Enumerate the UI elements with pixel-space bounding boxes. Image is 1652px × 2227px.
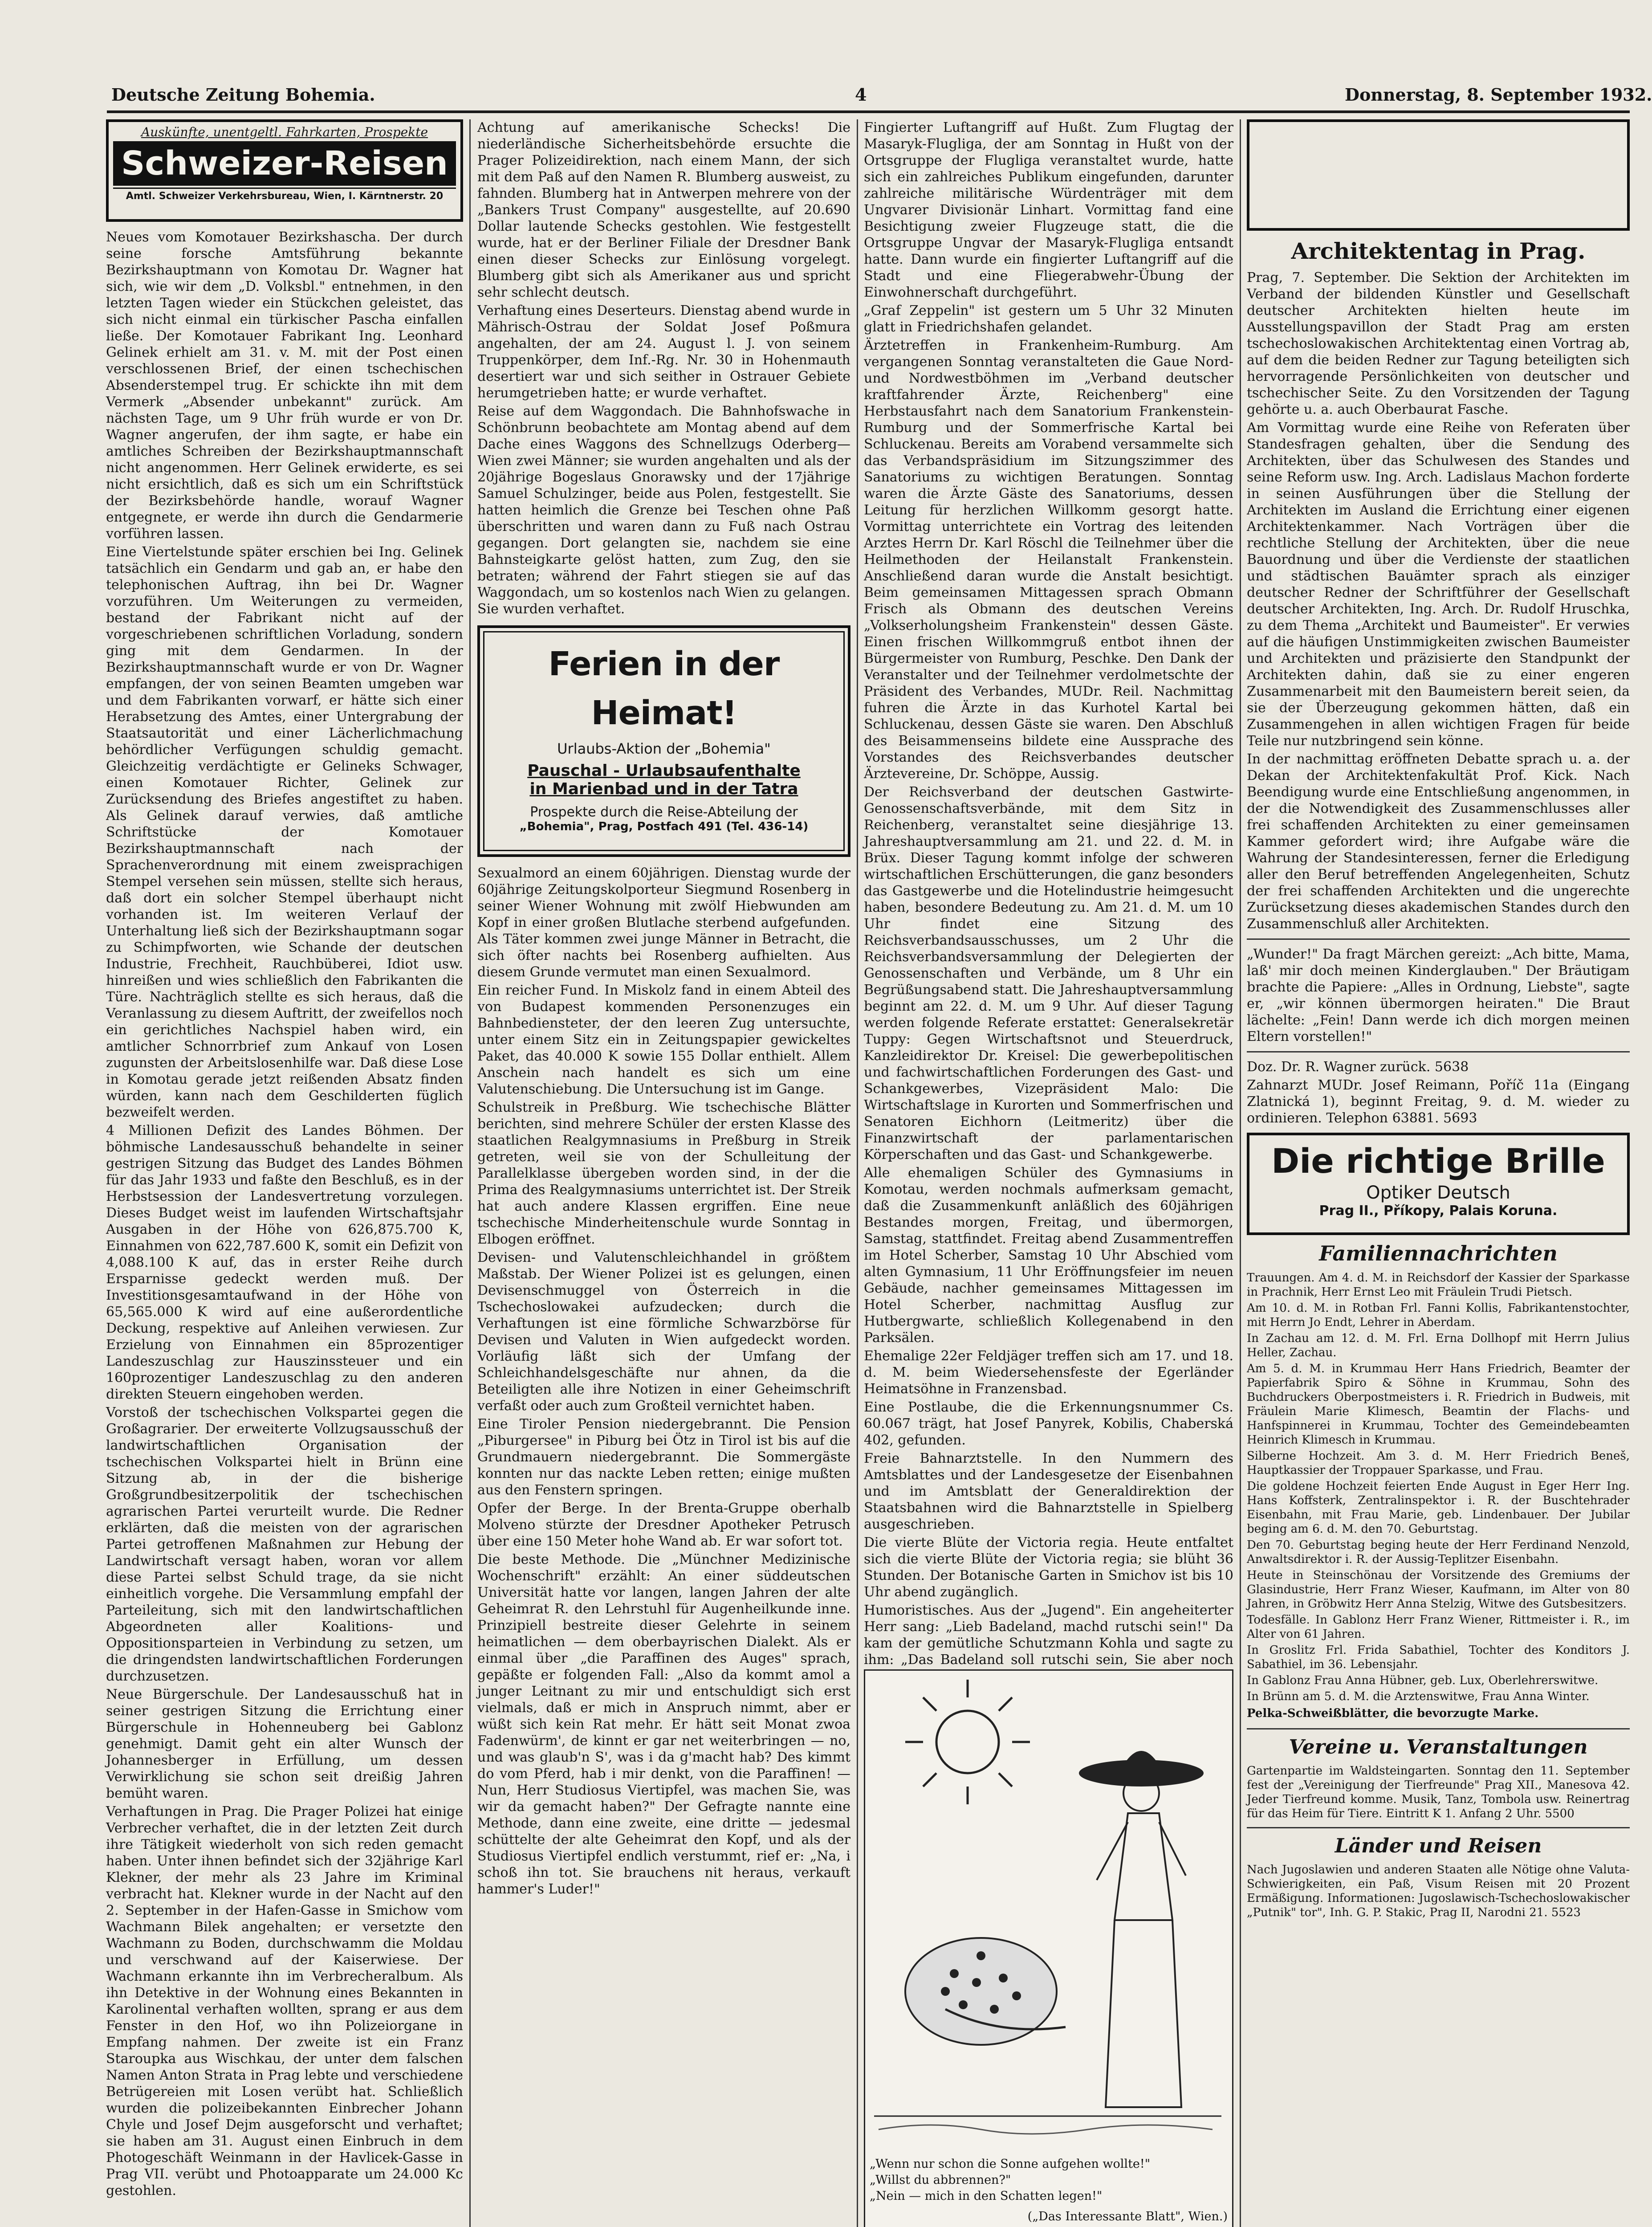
ad-tagline: Auskünfte, unentgeltl. Fahrkarten, Prospekte <box>141 125 428 139</box>
article-architektentag-3: In der nachmittag eröffneten Debatte sprach u. a. der Dekan der Architektenfakultät Prof. Kick. Nach Beendigung wurde eine Entschließung angenommen, in der die Notwendigkeit des Zusammenschlusses aller frei schaffenden Architekten zu einer gemeinsamen Kammer gefordert wird; ihre Aufgabe wäre die Wahrung der Standesinteressen, ferner die Erledigung aller den Beruf betreffenden Angelegenheiten, Schutz der frei schaffenden Architekten und die ungerechte Zurücksetzung dieses akademischen Standes durch den Zusammenschluß aller Architekten. <box>1247 751 1630 932</box>
familie-list <box>1247 1271 1630 1704</box>
ad-ferien-subtitle: Urlaubs-Aktion der „Bohemia" <box>557 740 771 757</box>
article-bahnarztstelle: Freie Bahnarztstelle. In den Nummern des Amtsblattes und der Landesgesetze der Eisenbahnen und im Amtsblatt der Generaldirektion der Staatsbahnen wird die Bahnarztstelle in Spielberg ausgeschrieben. <box>864 1451 1233 1532</box>
column-2 <box>477 119 850 2227</box>
familie-item: Todesfälle. In Gablonz Herr Franz Wiener, Rittmeister i. R., im Alter von 61 Jahren. <box>1247 1613 1630 1641</box>
article-komotau-continued: Eine Viertelstunde später erschien bei Ing. Gelinek tatsächlich ein Gendarm und gab an, er habe den telephonischen Auftrag, ihn bei Dr. Wagner vorzuführen. Um Weiterungen zu vermeiden, bestand der Fabrikant nicht auf der vorgeschriebenen schriftlichen Vorladung, sondern ging mit dem Gendarmen. In der Bezirkshauptmannschaft wurde er von Dr. Wagner empfangen, der von seinen Beamten umgeben war und dem Fabrikanten vorwarf, er hätte sich einer Herabsetzung des Amtes, einer Untergrabung der Staatsautorität und einer Lächerlichmachung behördlicher Verfügungen schuldig gemacht. Gleichzeitig verdächtigte er Gelineks Schwager, einen Komotauer Richter, Gelinek zur Zurücksendung des Briefes angestiftet zu haben. Als Gelinek darauf verwies, daß amtliche Schriftstücke der Komotauer Bezirkshauptmannschaft nach der Sprachenverordnung mit einem zweisprachigen Stempel versehen sein müssen, stellte sich heraus, daß dort ein solcher Stempel überhaupt nicht vorhanden ist. Im weiteren Verlauf der Unterhaltung ließ sich der Bezirkshauptmann sogar zu Schimpfworten, wie Schande der deutschen Industrie, Frechheit, Rauchbüberei, Idiot usw. hinreißen und wies schließlich den Fabrikanten die Türe. Nachträglich stellte es sich heraus, daß die Veranlassung zu diesem Auftritt, der zweifellos noch ein gerichtliches Nachspiel haben wird, ein amtlicher Schnorrbrief zum Ankauf von Losen zugunsten der Arbeitslosenhilfe war. Daß diese Lose in Komotau gerade jetzt reißenden Absatz finden würden, kann nach dem Geschilderten füglich bezweifelt werden. <box>106 544 463 1120</box>
article-defizit-boehmen: 4 Millionen Defizit des Landes Böhmen. Der böhmische Landesausschuß behandelte in seiner gestrigen Sitzung das Budget des Landes Böhmen für das Jahr 1933 und faßte den Beschluß, es in der Herbstsession der Landesvertretung vorzulegen. Dieses Budget weist im laufenden Wirtschaftsjahr Ausgaben in der Höhe von 626,875.700 K, Einnahmen von 622,787.600 K, somit ein Defizit von 4,088.100 K auf, das in erster Reihe durch Ersparnisse gedeckt werden muß. Der Investitionsgesamtaufwand in der Höhe von 65,565.000 K wird auf eine außerordentliche Deckung, respektive auf Anleihen verwiesen. Zur Erzielung von Einnahmen ein 85prozentiger Landeszuschlag zur Hauszinssteuer und ein 160prozentiger Landeszuschlag zu den anderen direkten Steuern eingehoben werden. <box>106 1123 463 1402</box>
familie-item: In Zachau am 12. d. M. Frl. Erna Dollhopf mit Herrn Julius Heller, Zachau. <box>1247 1332 1630 1359</box>
ad-brille-title: Die richtige Brille <box>1271 1141 1605 1181</box>
cartoon-caption-3: „Nein — mich in den Schatten legen!" <box>870 2189 1103 2203</box>
article-gymnasium-komotau: Alle ehemaligen Schüler des Gymnasiums in Komotau, werden nochmals aufmerksam gemacht, daß die Zusammenkunft anläßlich des 60jährigen Bestandes morgen, Freitag, und übermorgen, Samstag, stattfindet. Freitag abend Zusammentreffen im Hotel Scherber, Samstag 10 Uhr Abschied vom alten Gymnasium, 11 Uhr Eröffnungsfeier im neuen Gebäude, nachher gemeinsames Mittagessen im Hotel Scherber, nachmittag Ausflug zur Hutbergwarte, schließlich Kollegenabend in den Parksälen. <box>864 1165 1233 1346</box>
article-victoria-regia: Die vierte Blüte der Victoria regia. Heute entfaltet sich die vierte Blüte der Victoria regia; sie blüht 36 Stunden. Der Botanische Garten in Smichov ist bis 10 Uhr abend zugänglich. <box>864 1535 1233 1600</box>
notice-zahnarzt: Zahnarzt MUDr. Josef Reimann, Poříč 11a (Eingang Zlatnická 1), beginnt Freitag, 9. d. M. wieder zu ordinieren. Telephon 63881. 5693 <box>1247 1077 1630 1126</box>
notice-wagner: Doz. Dr. R. Wagner zurück. 5638 <box>1247 1059 1469 1075</box>
article-amerikanische-schecks: Achtung auf amerikanische Schecks! Die niederländische Sicherheitsbehörde ersuchte die Prager Polizeidirektion, nach einem Mann, der sich mit dem Paß auf den Namen R. Blumberg ausweist, zu fahnden. Blumberg hat in Antwerpen mehrere von der „Bankers Trust Company" ausgestellte, auf 20.690 Dollar lautende Schecks gestohlen. Wie festgestellt wurde, hat er der Berliner Filiale der Dresdner Bank einen dieser Schecks zur Einlösung vorgelegt. Blumberg gibt sich als Amerikaner aus und spricht sehr schlecht deutsch. <box>477 120 850 300</box>
article-humoristisches: Humoristisches. Aus der „Jugend". Ein angeheiterter Herr sang: „Lieb Badeland, machd rutschi sein!" Da kam der gemütliche Schutzmann Kohla und sagte zu ihm: „Das Badeland soll rutschi sein, Sie aber noch <box>864 1603 1233 1668</box>
masthead-date: Donnerstag, 8. September 1932. <box>1345 85 1652 105</box>
article-architektentag-2: Am Vormittag wurde eine Reihe von Referaten über Standesfragen gehalten, über die Sendung des Architekten, über das Schulwesen des Standes und seine Reform usw. Ing. Arch. Ladislaus Machon forderte in seinen Ausführungen über die Stellung der Architekten im Ausland die Errichtung einer eigenen Architektenkammer. Nach Vorträgen über die rechtliche Stellung der Architekten, über die neue Bauordnung und über die Verdienste der staatlichen und städtischen Bauämter sprach als einziger deutscher Redner der Schriftführer der Gesellschaft deutscher Architekten, Ing. Arch. Dr. Rudolf Hruschka, zu dem Thema „Architekt und Baumeister". Er verwies auf die häufigen Unstimmigkeiten zwischen Baumeister und Architekten und präzisierte den Standpunkt der Architekten dahin, daß sie zu einer engeren Zusammenarbeit mit den Baumeistern bereit seien, da sie der Überzeugung gekommen hätten, daß ein Zusammengehen in allen wichtigen Fragen für beide Teile nur nutzbringend sein könne. <box>1247 420 1630 749</box>
article-buergerschule: Neue Bürgerschule. Der Landesausschuß hat in seiner gestrigen Sitzung die Errichtung einer Bürgerschule in Hohenneuberg bei Gablonz genehmigt. Damit geht ein alter Wunsch der Johannesberger in Erfüllung, um dessen Verwirklichung sie schon seit dreißig Jahren bemüht waren. <box>106 1687 463 1801</box>
ad-ferien-line4: „Bohemia", Prag, Postfach 491 (Tel. 436-14) <box>519 820 809 833</box>
cartoon-source: („Das Interessante Blatt", Wien.) <box>1027 2210 1228 2223</box>
divider <box>1247 938 1630 940</box>
article-sexualmord: Sexualmord an einem 60jährigen. Dienstag wurde der 60jährige Zeitungskolporteur Siegmund Rosenberg in seiner Wiener Wohnung mit zwölf Hiebwunden am Kopf in einer großen Blutlache sterbend aufgefunden. Als Täter kommen zwei junge Männer in Betracht, die sich öfter nachts bei Rosenberg aufhielten. Aus diesem Grunde vermutet man einen Sexualmord. <box>477 865 850 980</box>
article-maerchen-story: „Wunder!" Da fragt Märchen gereizt: „Ach bitte, Mama, laß' mir doch meinen Kinderglauben." Der Bräutigam brachte die Papiere: „Alles in Ordnung, Liebste", sagte er, „wir können übermorgen heiraten." Die Braut lächelte: „Fein! Dann werde ich dich morgen meinen Eltern vorstellen!" <box>1247 946 1630 1044</box>
ad-ferien-line1: Pauschal - Urlaubsaufenthalte <box>527 762 801 780</box>
cartoon-caption <box>870 2156 1228 2225</box>
ad-title: Schweizer-Reisen <box>113 141 456 186</box>
vereine-item: Gartenpartie im Waldsteingarten. Sonntag den 11. September fest der „Vereinigung der Tierfreunde" Prag XII., Manesova 42. Jeder Tierfreund komme. Musik, Tanz, Tombola usw. Reinertrag für das Heim für Tiere. Eintritt K 1. Anfang 2 Uhr. 5500 <box>1247 1764 1630 1820</box>
familie-item: Silberne Hochzeit. Am 3. d. M. Herr Friedrich Beneš, Hauptkassier der Troppauer Sparkasse, und Frau. <box>1247 1449 1630 1477</box>
article-volkspartei: Vorstoß der tschechischen Volkspartei gegen die Großagrarier. Der erweiterte Vollzugsausschuß der landwirtschaftlichen Organisation der tschechischen Volkspartei hielt in Brünn eine Sitzung ab, in der die bisherige Großgrundbesitzerpolitik der tschechischen agrarischen Partei verurteilt wurde. Die Redner erklärten, daß die meisten von der agrarischen Partei getroffenen Maßnahmen zur Hebung der Landwirtschaft versagt haben, woran vor allem diese Partei selbst Schuld trage, da sie nicht einheitlich vorgehe. Die Versammlung empfahl der Parteileitung, sich mit den landwirtschaftlichen Abgeordneten aller Koalitions- und Oppositionsparteien in Verbindung zu setzen, um die dringendsten landwirtschaftlichen Forderungen durchzusetzen. <box>106 1405 463 1684</box>
ad-brille-line1: Optiker Deutsch <box>1366 1183 1510 1203</box>
cartoon-caption-2: „Willst du abbrennen?" <box>870 2173 1011 2187</box>
article-devisen: Devisen- und Valutenschleichhandel in größtem Maßstab. Der Wiener Polizei ist es gelungen, einen Devisenschmuggel von Österreich in die Tschechoslowakei aufzudecken; durch die Verhaftungen ist eine förmliche Schwarzbörse für Devisen und Valuten in Wien aufgedeckt worden. Vorläufig läßt sich der Umfang der Schleichhandelsgeschäfte nur ahnen, da die Beteiligten alle ihre Notizen in einer Geheimschrift verfaßt oder auch zum Großteil vernichtet haben. <box>477 1250 850 1414</box>
ad-ferien-in-der-heimat <box>477 625 850 857</box>
ad-address: Amtl. Schweizer Verkehrsbureau, Wien, I. Kärntnerstr. 20 <box>113 188 456 202</box>
article-deserteur: Verhaftung eines Deserteurs. Dienstag abend wurde in Mährisch-Ostrau der Soldat Josef Poßmura angehalten, der am 24. August l. J. von seinem Truppenkörper, dem Inf.-Rg. Nr. 30 in Hohenmauth desertiert war und sich seither in Ostrauer Gebiete herumgetrieben hatte; er wurde verhaftet. <box>477 303 850 401</box>
divider <box>1247 1051 1630 1052</box>
header-rule <box>107 110 1630 113</box>
article-feldjaeger: Ehemalige 22er Feldjäger treffen sich am 17. und 18. d. M. beim Wiedersehensfeste der Egerländer Heimatsöhne in Franzensbad. <box>864 1348 1233 1397</box>
ad-ferien-line3: Prospekte durch die Reise-Abteilung der <box>530 804 798 820</box>
ad-ferien-title: Ferien in der Heimat! <box>548 645 780 732</box>
article-komotau-bezirkspascha: Neues vom Komotauer Bezirkshascha. Der durch seine forsche Amtsführung bekannte Bezirkshauptmann von Komotau Dr. Wagner hat sich, wie wir dem „D. Volksbl." entnehmen, in den letzten Tagen wieder ein Stückchen geleistet, das sich nicht einmal ein türkischer Pascha einfallen ließe. Der Komotauer Fabrikant Ing. Leonhard Gelinek erhielt am 31. v. M. mit der Post einen verschlossenen Brief, der einen tschechischen Absenderstempel trug. Er schickte ihn mit dem Vermerk „Absender unbekannt" zurück. Am nächsten Tage, um 9 Uhr früh wurde er von Dr. Wagner angerufen, der ihm sagte, er habe ein amtliches Schreiben der Bezirkshauptmannschaft nicht angenommen. Herr Gelinek erwiderte, es sei nicht ersichtlich, daß es sich um ein Schriftstück der Bezirksbehörde handle, worauf Wagner entgegnete, er werde ihn durch die Gendarmerie vorführen lassen. <box>106 229 463 542</box>
article-reicher-fund: Ein reicher Fund. In Miskolz fand in einem Abteil des von Budapest kommenden Personenzuges ein Bahnbediensteter, der den leeren Zug untersuchte, unter einem Sitz ein in Zeitungspapier gewickeltes Paket, das 40.000 K sowie 155 Dollar enthielt. Allem Anschein nach handelt es sich um eine Valutenschiebung. Die Untersuchung ist im Gange. <box>477 983 850 1097</box>
divider <box>1247 1827 1630 1828</box>
ad-ueberragend <box>1247 119 1630 231</box>
article-postlaube: Eine Postlaube, die die Erkennungsnummer Cs. 60.067 trägt, hat Josef Panyrek, Kobilis, Chaberská 402, gefunden. <box>864 1399 1233 1448</box>
familie-item: Trauungen. Am 4. d. M. in Reichsdorf der Kassier der Sparkasse in Prachnik, Herr Ernst Leo mit Fräulein Trudi Pietsch. <box>1247 1271 1630 1299</box>
column-divider <box>1240 119 1241 2227</box>
familie-item: Die goldene Hochzeit feierten Ende August in Eger Herr Ing. Hans Koffsterk, Zentralinspektor i. R. der Buschtehrader Eisenbahn, mit Frau Marie, geb. Lindenbauer. Der Jubilar beging am 6. d. M. den 70. Geburtstag. <box>1247 1480 1630 1536</box>
article-zeppelin: „Graf Zeppelin" ist gestern um 5 Uhr 32 Minuten glatt in Friedrichshafen gelandet. <box>864 303 1233 335</box>
familie-item: In Groslitz Frl. Frida Sabathiel, Tochter des Konditors J. Sabathiel, im 36. Lebensjahr. <box>1247 1644 1630 1671</box>
article-verhaftungen-prag: Verhaftungen in Prag. Die Prager Polizei hat einige Verbrecher verhaftet, die in der letzten Zeit durch ihre Tätigkeit wiederholt von sich reden gemacht haben. Unter ihnen befindet sich der 32jährige Karl Klekner, der mehr als 23 Jahre im Kriminal verbracht hat. Klekner wurde in der Nacht auf den 2. September in der Hafen-Gasse in Smichow vom Wachmann Bilek angehalten; er versetzte den Wachmann zu Boden, durchschwamm die Moldau und verschwand auf der Kaiserwiese. Der Wachmann erkannte ihn im Verbrecheralbum. Als ihn Detektive in der Wohnung eines Bekannten in Karolinental verhaften wollten, sprang er aus dem Fenster in den Hof, wo ihn Polizeiorgane in Empfang nahmen. Der zweite ist ein Franz Staroupka aus Wischkau, der unter dem falschen Namen Anton Strata in Prag lebte und verschiedene Betrügereien mit Losen verübt hat. Schließlich wurden die polizeibekannten Einbrecher Johann Chyle und Josef Dejm ausgeforscht und verhaftet; sie haben am 31. August einen Einbruch in dem Photogeschäft Weinmann in der Havlicek-Gasse in Prag VII. verübt und Photoapparate um 24.000 Kc gestohlen. <box>106 1804 463 2198</box>
article-architektentag-1: Prag, 7. September. Die Sektion der Architekten im Verband der bildenden Künstler und Gesellschaft deutscher Architekten hielten heute im Ausstellungspavillon der Stadt Prag am ersten tschechoslowakischen Architektentag einen Vortrag ab, auf dem die beiden Redner zur Tagung beteiligten sich hervorragende Persönlichkeiten von deutscher und tschechischer Seite. Zu den Vorsitzenden der Tagung gehörte u. a. auch Oberbaurat Fasche. <box>1247 270 1630 417</box>
column-3 <box>864 119 1233 2227</box>
article-opfer-berge: Opfer der Berge. In der Brenta-Gruppe oberhalb Molveno stürzte der Dresdner Apotheker Petrusch über eine 150 Meter hohe Wand ab. Er war sofort tot. <box>477 1501 850 1549</box>
section-heading-familie: Familiennachrichten <box>1319 1241 1558 1265</box>
familie-item: Am 10. d. M. in Rotban Frl. Fanni Kollis, Fabrikantenstochter, mit Herrn Jo Endt, Lehrer in Aberdam. <box>1247 1301 1630 1329</box>
column-4 <box>1247 119 1630 2227</box>
article-waggondach: Reise auf dem Waggondach. Die Bahnhofswache in Schönbrunn beobachtete am Montag abend auf dem Dache eines Waggons des Schnellzugs Oderberg—Wien zwei Männer; sie wurden angehalten und als der 20jährige Bogeslaus Gnorawsky und der 17jährige Samuel Schulzinger, beide aus Polen, festgestellt. Sie hatten heimlich die Grenze bei Teschen ohne Paß überschritten und waren dann zu Fuß nach Ostrau gegangen. Dort gelangten sie, nachdem sie eine Bahnsteigkarte gelöst hatten, zum Zug, den sie betraten; während der Fahrt stiegen sie auf das Waggondach, um so kostenlos nach Wien zu gelangen. Sie wurden verhaftet. <box>477 404 850 617</box>
ad-ferien-line2: in Marienbad und in der Tatra <box>529 780 798 798</box>
divider <box>1247 1728 1630 1729</box>
sun-rays <box>905 1680 1030 1804</box>
column-1 <box>106 119 463 2227</box>
ad-richtige-brille <box>1247 1133 1630 1235</box>
cartoon-illustration <box>865 1671 1232 2227</box>
familie-item: Heute in Steinschönau der Vorsitzende des Gremiums der Glasindustrie, Herr Franz Wieser, Kaufmann, im Alter von 80 Jahren, in Gröbwitz Herr Anna Stelzig, Witwe des Gutsbesitzers. <box>1247 1569 1630 1611</box>
article-tiroler-pension: Eine Tiroler Pension niedergebrannt. Die Pension „Piburgersee" in Piburg bei Ötz in Tirol ist bis auf die Grundmauern niedergebrannt. Die Sommergäste konnten nur das nackte Leben retten; einige mußten aus den Fenstern springen. <box>477 1416 850 1498</box>
section-heading-vereine: Vereine u. Veranstaltungen <box>1289 1736 1588 1758</box>
familie-item: In Gablonz Frau Anna Hübner, geb. Lux, Oberlehrerswitwe. <box>1247 1674 1599 1687</box>
ad-schweizer-reisen <box>106 119 463 222</box>
familie-item: In Brünn am 5. d. M. die Arztenswitwe, Frau Anna Winter. <box>1247 1690 1590 1703</box>
section-heading-laender: Länder und Reisen <box>1335 1835 1542 1857</box>
ad-brille-line2: Prag II., Příkopy, Palais Koruna. <box>1319 1203 1558 1219</box>
sun-shape <box>936 1711 999 1773</box>
page-number: 4 <box>855 85 867 105</box>
article-gastwirte: Der Reichsverband der deutschen Gastwirte-Genossenschaftsverbände, mit dem Sitz in Reichenberg, veranstaltet seine diesjährige 13. Jahreshauptversammlung am 21. und 22. d. M. in Brüx. Dieser Tagung kommt infolge der schweren wirtschaftlichen Erschütterungen, die ganz besonders das Gastgewerbe und die Hotelindustrie heimgesucht haben, besondere Bedeutung zu. Am 21. d. M. um 10 Uhr findet eine Sitzung des Reichsverbandsausschusses, um 2 Uhr die Reichsverbandsversammlung der Delegierten der Genossenschaften und Verbände, um 8 Uhr ein Begrüßungsabend statt. Die Jahreshauptversammlung beginnt am 22. d. M. um 9 Uhr. Auf dieser Tagung werden folgende Referate erstattet: Generalsekretär Tuppy: Gegen Wirtschaftsnot und Steuerdruck, Kanzleidirektor Dr. Kreisel: Die gewerbepolitischen und fachwirtschaftlichen Forderungen des Gast- und Schankgewerbes, Vizepräsident Malo: Die Wirtschaftslage in Kurorten und Sommerfrischen und Senatoren Eichhorn (Leitmeritz) über die Finanzwirtschaft der parlamentarischen Körperschaften und das Gast- und Schankgewerbe. <box>864 784 1233 1162</box>
column-divider <box>469 119 471 2227</box>
cartoon <box>864 1669 1233 2227</box>
section-heading-architektentag: Architektentag in Prag. <box>1291 238 1586 264</box>
article-luftangriff: Fingierter Luftangriff auf Hußt. Zum Flugtag der Masaryk-Flugliga, der am Sonntag in Hußt von der Ortsgruppe der Flugliga veranstaltet wurde, hatte sich ein zahlreiches Publikum eingefunden, darunter zahlreiche militärische Würdenträger mit dem Ungvarer Divisionär Linhart. Vormittag fand eine Besichtigung zweier Flugzeuge statt, die die Ortsgruppe Ungvar der Masaryk-Flugliga entsandt hatte. Dann wurde ein fingierter Luftangriff auf die Stadt und eine Fliegerabwehr-Übung der Einwohnerschaft durchgeführt. <box>864 120 1233 300</box>
laender-item: Nach Jugoslawien und anderen Staaten alle Nötige ohne Valuta-Schwierigkeiten, ein Paß, Visum Reisen mit 20 Prozent Ermäßigung. Informationen: Jugoslawisch-Tschechoslowakischer „Putnik" tor", Inh. G. P. Stakic, Prag II, Narodni 21. 5523 <box>1247 1863 1630 1919</box>
column-3-text <box>864 119 1233 1668</box>
article-aerztetreffen: Ärztetreffen in Frankenheim-Rumburg. Am vergangenen Sonntag veranstalteten die Gaue Nord- und Nordwestböhmen im „Verband deutscher kraftfahrender Ärzte, Reichenberg" eine Herbstausfahrt nach dem Sanatorium Frankenstein-Rumburg und der Sommerfrische Kartal bei Schluckenau. Bereits am Vorabend versammelte sich das Verbandspräsidium im Sitzungszimmer des Sanatoriums zu wichtigen Beratungen. Sonntag waren die Ärzte Gäste des Sanatoriums, dessen Leitung für herzlichen Willkomm gesorgt hatte. Vormittag unterrichtete ein Vortrag des leitenden Arztes Herrn Dr. Karl Röschl die Teilnehmer über die Heilmethoden der Heilanstalt Frankenstein. Anschließend daran wurde die Anstalt besichtigt. Beim gemeinsamen Mittagessen sprach Obmann Frisch als Obmann des deutschen Vereins „Volkserholungsheim Frankenstein" dessen Gäste. Einen frischen Willkommgruß entbot ihnen der Bürgermeister von Rumburg, Peschke. Den Dank der Veranstalter und der Teilnehmer verdolmetschte der Präsident des Verbandes, MUDr. Reil. Nachmittag fuhren die Ärzte in das Kurhotel Kartal bei Schluckenau, dessen Gäste sie waren. Den Abschluß des Beisammenseins bildete eine Aussprache des Vorstandes des Reichsverbandes deutscher Ärztevereine, Dr. Schöppe, Aussig. <box>864 338 1233 782</box>
article-beste-methode: Die beste Methode. Die „Münchner Medizinische Wochenschrift" erzählt: An einer süddeutschen Universität hatte vor langen, langen Jahren der alte Geheimrat R. den Lehrstuhl für Augenheilkunde inne. Prinzipiell bestreite dieser Gelehrte in seinem heimatlichen — dem oberbayrischen Dialekt. Als er einmal über „die Paraffinen des Auges" sprach, gepäßte er folgenden Fall: „Also da kommt amol a junger Leitnant zu mir und entschuldigt sich erst vielmals, daß er mich in Anspruch nimmt, aber er wüßt sich kein Rat mehr. Er hätt seit Monat zwoa Fadenwürm', de kinnt er gar net weiterbringen — no, und was glaub'n S', was i da g'macht hab? Des kimmt do vom Pferd, hab i mir denkt, von die Paraffinen! — Nun, Herr Studiosus Viertipfel, was machen Sie, was wir da gemacht haben?" Der Gefragte nannte eine Methode, dann eine zweite, eine dritte — jedesmal schüttelte der alte Geheimrat den Kopf, und als der Studiosus Viertipfel endlich verstummt, rief er: „Na, i schoß ihn tot. Sie brauchens nit heraus, verkauft hammer's Luder!" <box>477 1552 850 1897</box>
familie-item: Den 70. Geburtstag beging heute der Herr Ferdinand Nenzold, Anwaltsdirektor i. R. der Aussig-Teplitzer Eisenbahn. <box>1247 1538 1630 1566</box>
familie-item: Am 5. d. M. in Krummau Herr Hans Friedrich, Beamter der Papierfabrik Spiro & Söhne in Krummau, Sohn des Buchdruckers Oberpostmeisters i. R. Friedrich in Budweis, mit Fräulein Marie Klimesch, Beamtin der Flachs- und Hanfspinnerei in Krummau, Tochter des Gemeindebeamten Heinrich Klimesch in Krummau. <box>1247 1362 1630 1447</box>
article-schulstreik: Schulstreik in Preßburg. Wie tschechische Blätter berichten, sind mehrere Schüler der ersten Klasse des staatlichen Realgymnasiums in Preßburg in Streik getreten, weil sie von der Schulleitung der Parallelklasse übergeben worden sind, in der die Prima des Realgymnasiums unterrichtet ist. Der Streik hat auch andere Klassen ergriffen. Eine neue tschechische Minderheitenschule wurde Sonntag in Elbogen eröffnet. <box>477 1100 850 1247</box>
masthead-left: Deutsche Zeitung Bohemia. <box>111 85 375 105</box>
pelka-ad-line: Pelka-Schweißblätter, die bevorzugte Marke. <box>1247 1707 1539 1720</box>
cartoon-caption-1: „Wenn nur schon die Sonne aufgehen wollte!" <box>870 2157 1151 2171</box>
column-divider <box>857 119 858 2227</box>
